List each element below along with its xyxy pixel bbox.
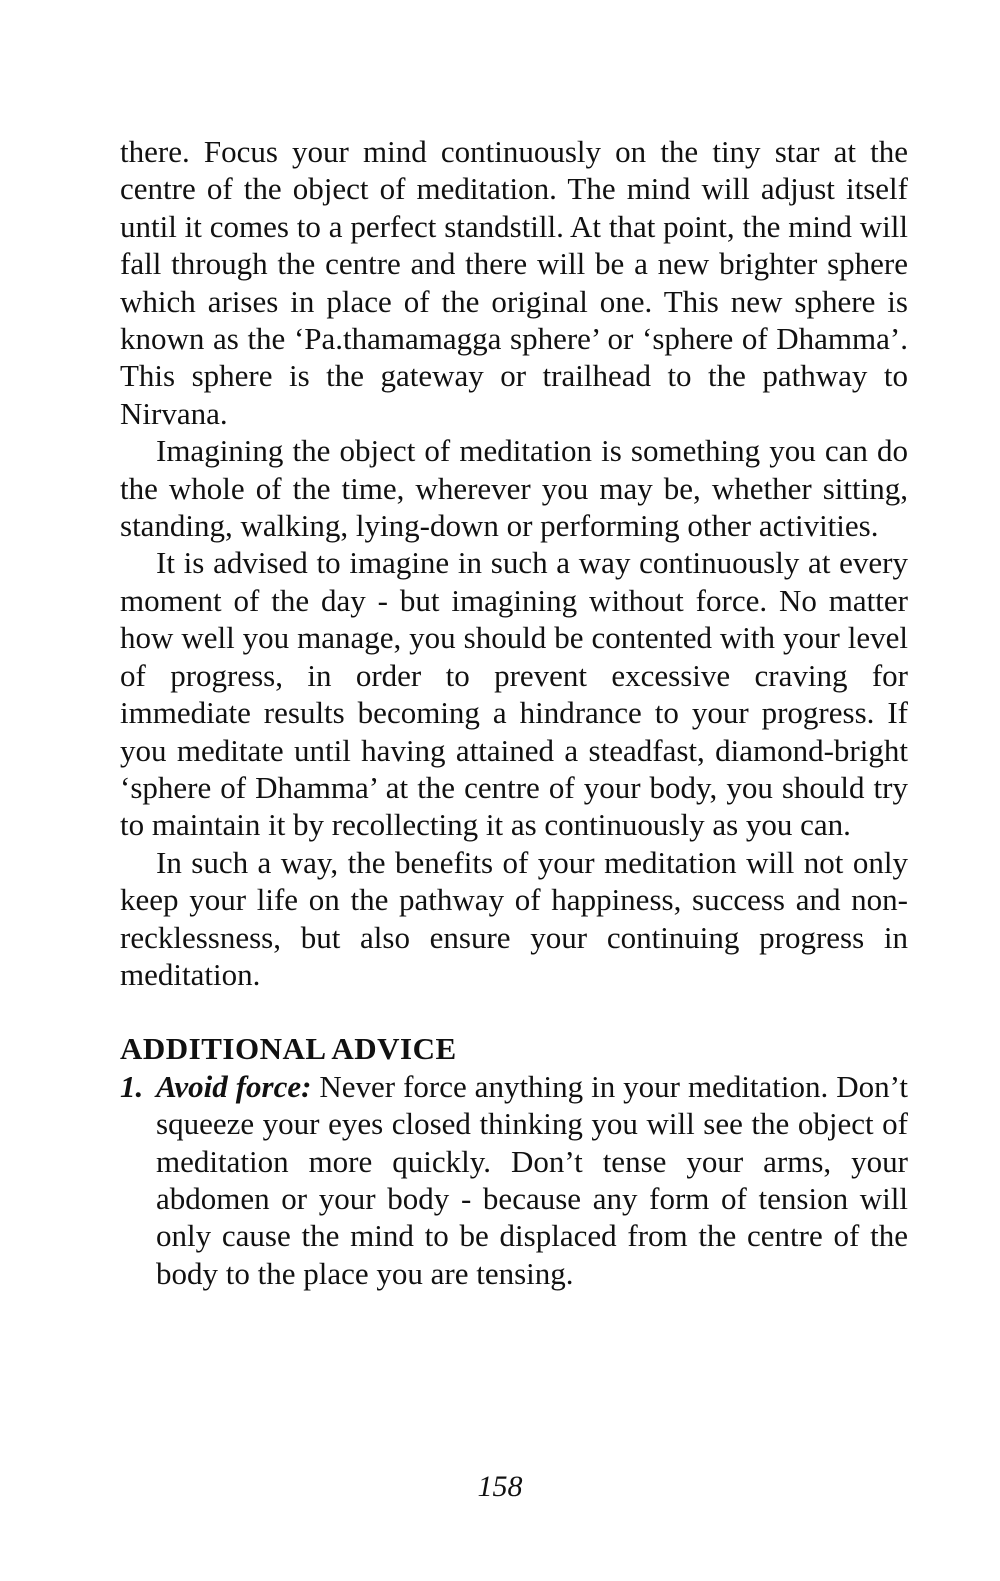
section-heading: ADDITIONAL ADVICE [120,1031,457,1067]
advice-item-title: Avoid force: [156,1068,312,1104]
advice-item-1 [120,1068,908,1292]
paragraph-4: In such a way, the benefits of your meditation will not only keep your life on the pathway of happiness, success and non-recklessness, but also ensure your continuing progress in meditation. [120,844,908,992]
paragraph-1: there. Focus your mind continuously on the tiny star at the centre of the object of meditation. The mind will adjust itself until it comes to a perfect standstill. At that point, the mind will fall through the centre and there will be a new brighter sphere which arises in place of the original one. This new sphere is known as the ‘Pa.thamamagga sphere’ or ‘sphere of Dhamma’. This sphere is the gateway or trailhead to the pathway to Nirvana. [120,134,908,431]
paragraph-3: It is advised to imagine in such a way continuously at every moment of the day - but imagining without force. No matter how well you manage, you should be contented with your level of progress, in order to prevent excessive craving for immediate results becoming a hindrance to your progress. If you meditate until having attained a steadfast, diamond-bright ‘sphere of Dhamma’ at the centre of your body, you should try to maintain it by recollecting it as continuously as you can. [120,545,908,843]
advice-item-text: Never force anything in your meditation. Don’t squeeze your eyes closed thinking you will see the object of meditation more quickly. Don’t tense your arms, your abdomen or your body - because any form of tension will only cause the mind to be displaced from the centre of the body to the place you are tensing. [156,1068,908,1291]
page-number: 158 [477,1470,523,1503]
advice-item-number: 1. [120,1068,144,1104]
paragraph-2: Imagining the object of meditation is something you can do the whole of the time, wherever you may be, whether sitting, standing, walking, lying-down or performing other activities. [120,433,908,544]
page-text [120,133,908,1292]
